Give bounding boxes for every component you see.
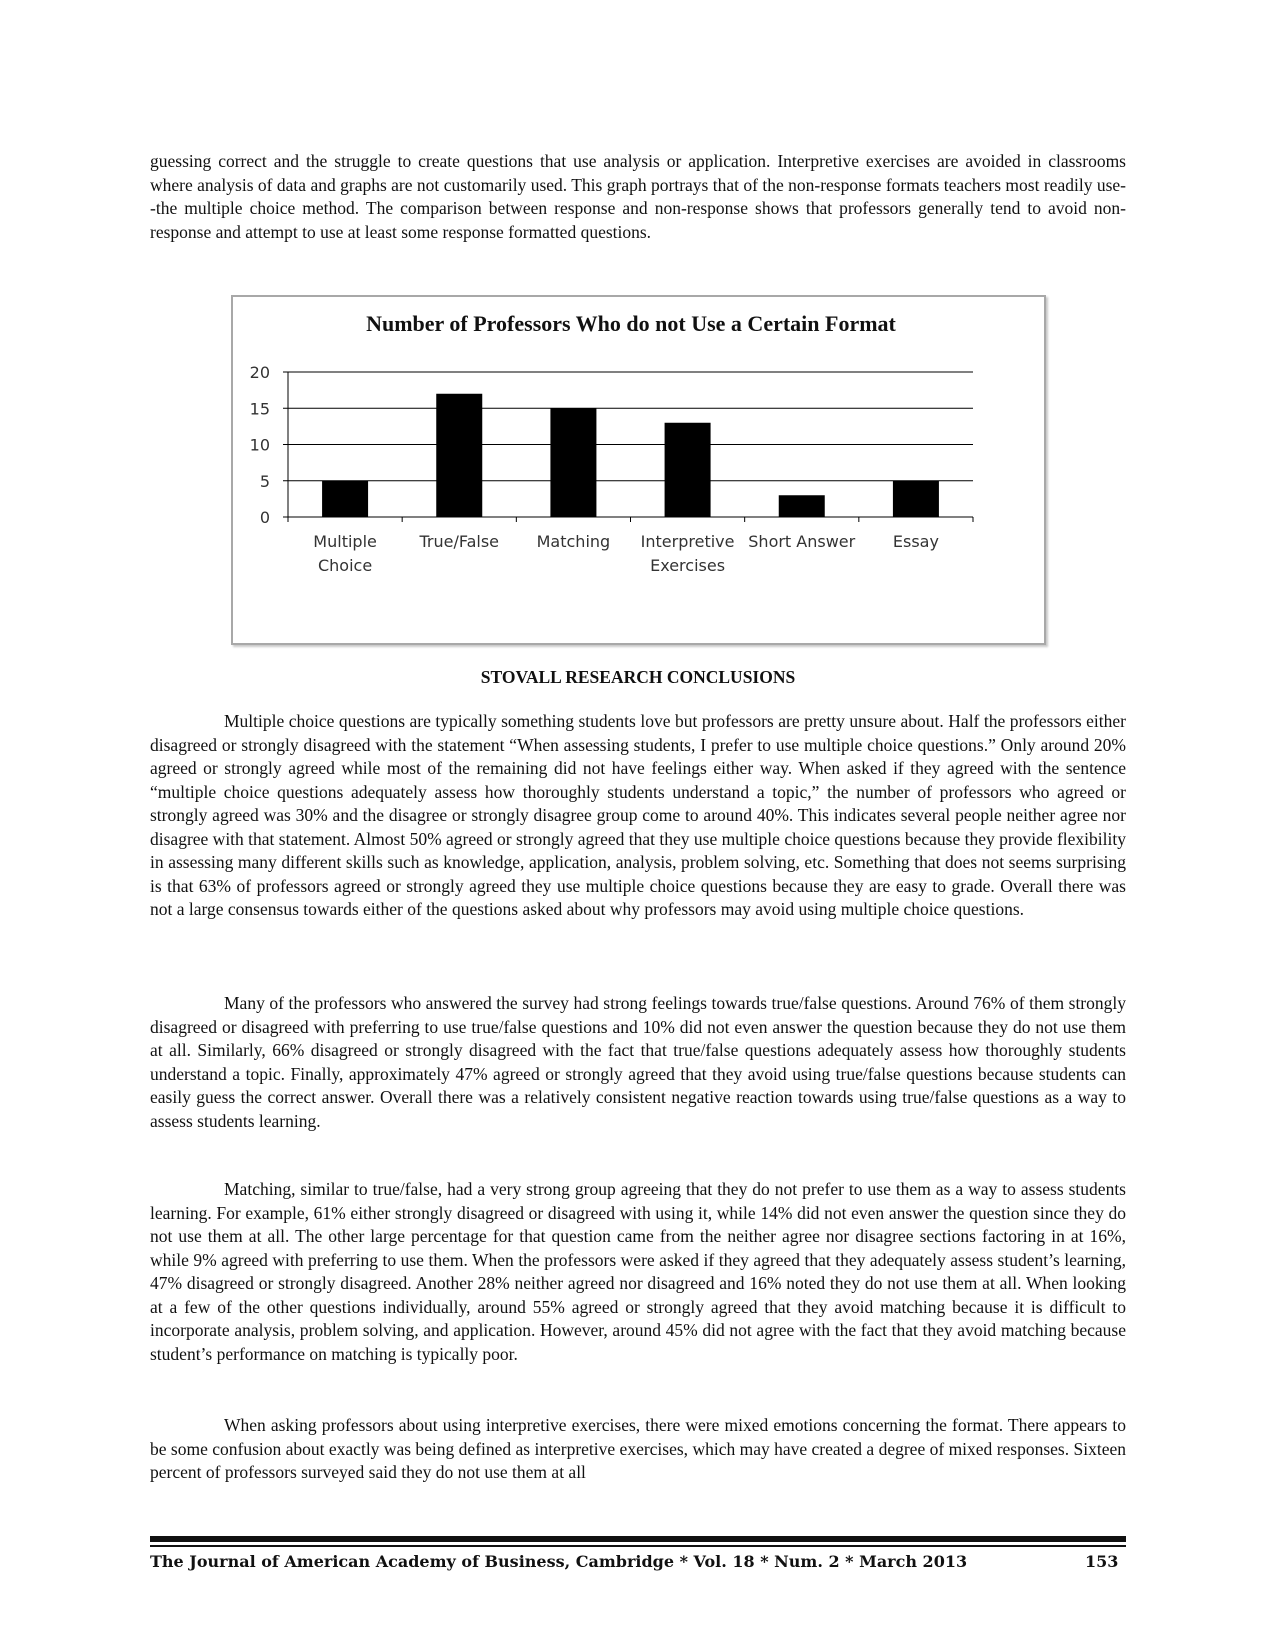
y-tick-label: 5 (259, 471, 270, 491)
chart-title: Number of Professors Who do not Use a Certain Format (366, 311, 896, 336)
bar-chart (231, 295, 1046, 645)
bar (893, 481, 939, 517)
x-category-label: Choice (317, 556, 373, 575)
y-tick-label: 20 (249, 363, 270, 382)
bar (665, 423, 711, 517)
y-tick-label: 0 (259, 508, 270, 527)
chart-bars (322, 394, 939, 517)
page-number: 153 (1085, 1552, 1119, 1571)
bar (779, 495, 825, 517)
x-category-label: Interpretive (640, 532, 735, 551)
body-paragraph: Multiple choice questions are typically something students love but professors are pretty unsure about. Half the professors either disagreed or strongly disagreed with the statement “When assessing students, I prefer to use multiple choice questions.” Only around 20% agreed or strongly agreed while most of the remaining did not have feelings either way. When asked if they agreed with the sentence “multiple choice questions adequately assess how thoroughly students understand a topic,” the number of professors who agreed or strongly agreed was 30% and the disagree or strongly disagree group come to around 40%. This indicates several people neither agree nor disagree with that statement. Almost 50% agreed or strongly agreed that they use multiple choice questions because they provide flexibility in assessing many different skills such as knowledge, application, analysis, problem solving, etc. Something that does not seems surprising is that 63% of professors agreed or strongly agreed they use multiple choice questions because they are easy to grade. Overall there was not a large consensus towards either of the questions asked about why professors may avoid using multiple choice questions. (150, 711, 1126, 919)
bar (322, 481, 368, 517)
x-category-label: True/False (419, 532, 500, 551)
body-paragraph: Many of the professors who answered the survey had strong feelings towards true/false questions. Around 76% of them strongly disagreed or disagreed with preferring to use true/false questions and 10% did not even answer the question because they do not use them at all. Similarly, 66% disagreed or strongly disagreed with the fact that true/false questions adequately assess how thoroughly students understand a topic. Finally, approximately 47% agreed or strongly agreed that they avoid using true/false questions because students can easily guess the correct answer. Overall there was a relatively consistent negative reaction towards using true/false questions as a way to assess students learning. (150, 993, 1126, 1131)
body-paragraph: When asking professors about using interpretive exercises, there were mixed emotions concerning the format. There appears to be some confusion about exactly was being defined as interpretive exercises, which may have created a degree of mixed responses. Sixteen percent of professors surveyed said they do not use them at all (150, 1415, 1126, 1482)
chart-gridlines (283, 372, 973, 522)
x-category-label: Matching (536, 532, 611, 551)
x-category-label: Exercises (650, 556, 726, 575)
x-category-label: Multiple (313, 532, 377, 551)
footer-journal-citation: The Journal of American Academy of Business, Cambridge * Vol. 18 * Num. 2 * March 2013 (150, 1552, 968, 1571)
x-category-label: Short Answer (748, 532, 856, 551)
footer-rule-thin (150, 1545, 1126, 1547)
x-axis-category-labels (313, 532, 939, 575)
bar (436, 394, 482, 517)
y-tick-label: 10 (249, 435, 270, 455)
footer-rule-thick (150, 1536, 1126, 1542)
body-paragraph: Matching, similar to true/false, had a very strong group agreeing that they do not prefer to use them as a way to assess students learning. For example, 61% either strongly disagreed or disagreed with using it, while 14% did not even answer the question since they do not use them at all. The other large percentage for that question came from the neither agree nor disagree sections factoring in at 16%, while 9% agreed with preferring to use them. When the professors were asked if they agreed that they adequately assess student’s learning, 47% disagreed or strongly disagreed. Another 28% neither agreed nor disagreed and 16% noted they do not use them at all. When looking at a few of the other questions individually, around 55% agreed or strongly agreed that they avoid matching because it is difficult to incorporate analysis, problem solving, and application. However, around 45% did not agree with the fact that they avoid matching because student’s performance on matching is typically poor. (150, 1179, 1126, 1364)
y-axis-tick-labels (250, 363, 270, 527)
chart-canvas (233, 297, 1044, 643)
bar (550, 408, 596, 517)
y-tick-label: 15 (249, 399, 270, 419)
intro-paragraph: guessing correct and the struggle to create questions that use analysis or application. Interpretive exercises are avoided in classrooms where analysis of data and graphs are not customarily used. This graph portrays that of the non-response formats teachers most readily use--the multiple choice method. The comparison between response and non-response shows that professors generally tend to avoid non-response and attempt to use at least some response formatted questions. (150, 151, 1126, 242)
x-category-label: Essay (892, 532, 939, 551)
section-heading: STOVALL RESEARCH CONCLUSIONS (480, 667, 796, 687)
